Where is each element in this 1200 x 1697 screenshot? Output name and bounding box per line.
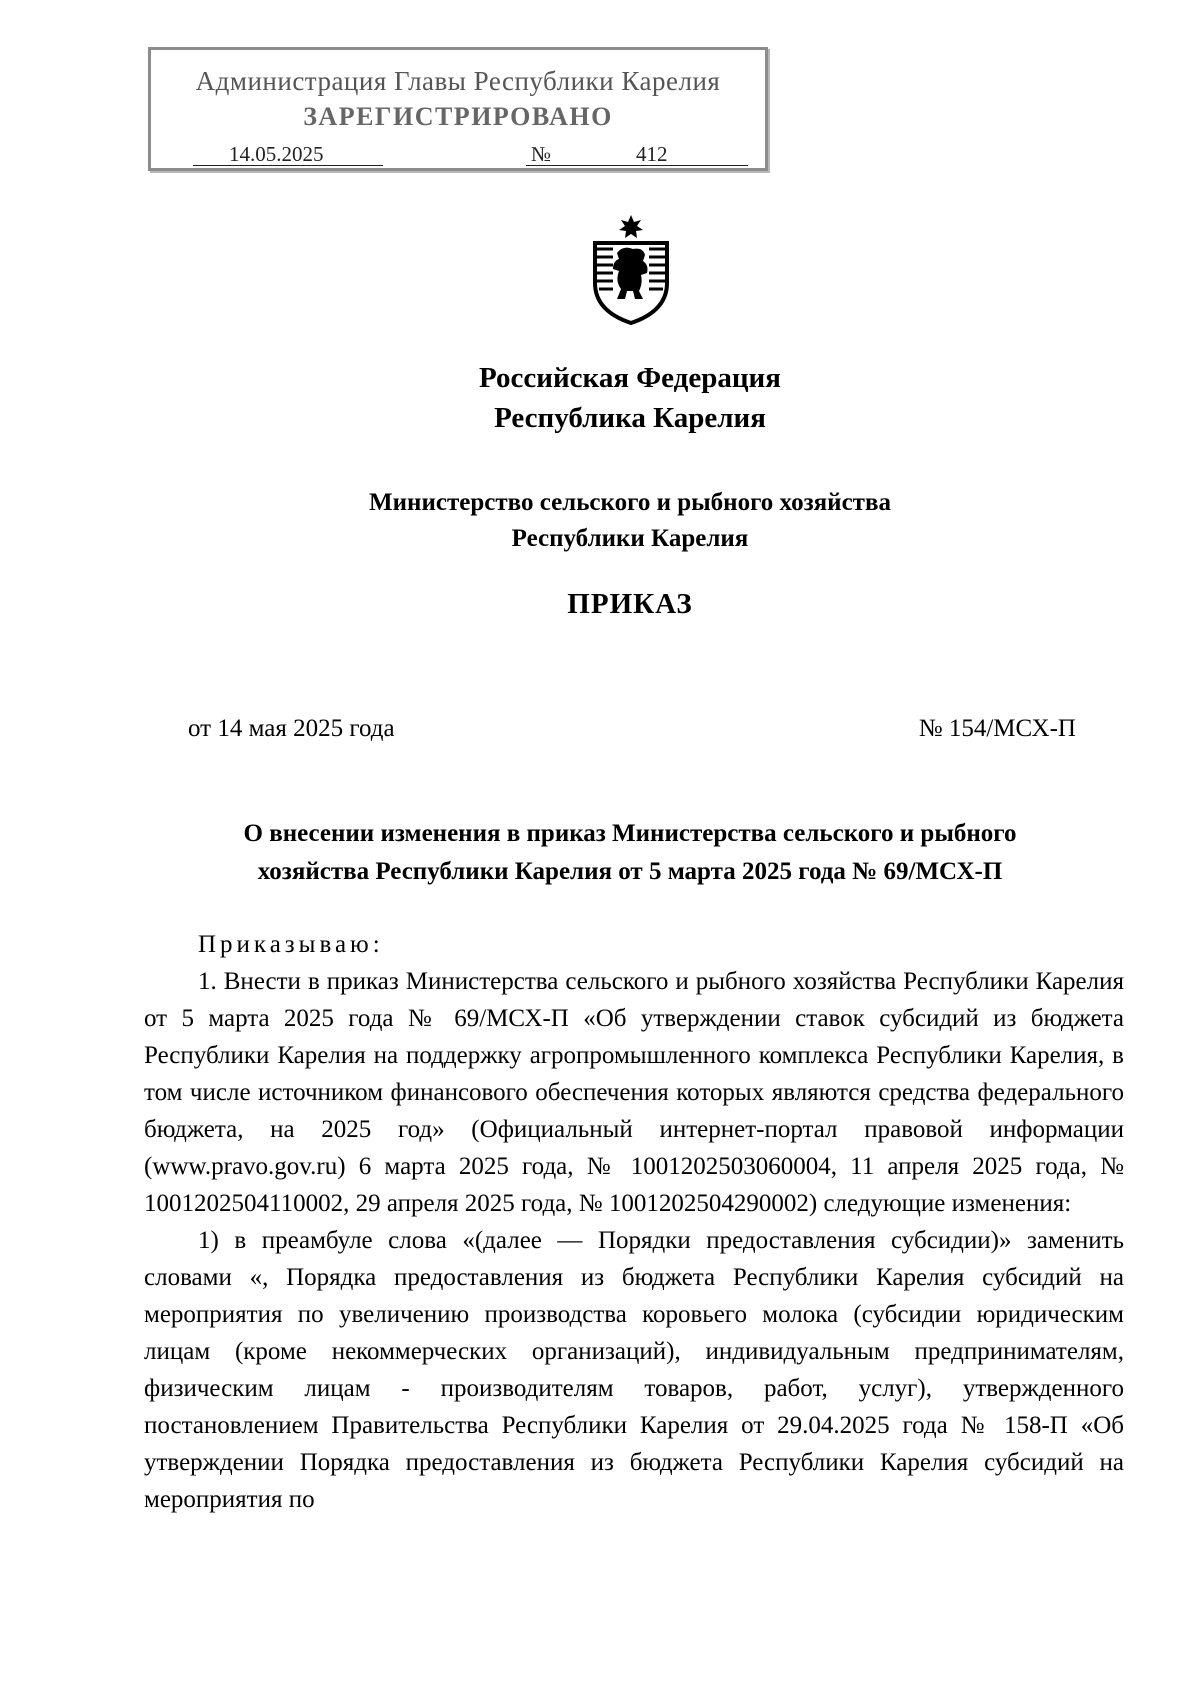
stamp-date: 14.05.2025 xyxy=(193,142,383,166)
karelia-coat-of-arms-icon xyxy=(583,213,679,325)
order-word: Приказываю: xyxy=(198,931,384,958)
stamp-organization: Администрация Главы Республики Карелия xyxy=(195,66,721,96)
header-ministry-line1: Министерство сельского и рыбного хозяйства xyxy=(369,489,891,516)
header-country: Российская Федерация xyxy=(479,362,781,394)
paragraph-1: 1. Внести в приказ Министерства сельского и рыбного хозяйства Республики Карелия от 5 марта 2025 года № 69/МСХ-П «Об утверждении ставок субсидий из бюджета Республики Карелия на поддержку агропромышленного комплекса Республики Карелия, в том числе источником финансового обеспечения которых являются средства федерального бюджета, на 2025 год» (Официальный интернет-портал правовой информации (www.pravo.gov.ru) 6 марта 2025 года, № 1001202503060004, 11 апреля 2025 года, № 1001202504110002, 29 апреля 2025 года, № 1001202504290002) следующие изменения: xyxy=(144,968,1124,1217)
registration-stamp xyxy=(148,47,768,171)
document-subject xyxy=(0,815,1200,891)
paragraph-2: 1) в преамбуле слова «(далее — Порядки предоставления субсидии)» заменить словами «, Порядка предоставления из бюджета Республики Карелия субсидий на мероприятия по увеличению производства коровьего молока (субсидии юридическим лицам (кроме некоммерческих организаций), индивидуальным предпринимателям, физическим лицам - производителям товаров, работ, услуг), утвержденного постановлением Правительства Республики Карелия от 29.04.2025 года № 158-П «Об утверждении Порядка предоставления из бюджета Республики Карелия субсидий на мероприятия по xyxy=(144,1227,1124,1513)
document-meta xyxy=(188,715,1076,743)
stamp-status: ЗАРЕГИСТРИРОВАНО xyxy=(303,102,613,131)
document-type: ПРИКАЗ xyxy=(567,588,693,620)
stamp-number-sign: № xyxy=(531,142,552,166)
document-number: № 154/МСХ-П xyxy=(918,715,1076,742)
header-ministry-line2: Республики Карелия xyxy=(511,525,749,552)
subject-line1: О внесении изменения в приказ Министерства сельского и рыбного xyxy=(243,820,1017,847)
document-date: от 14 мая 2025 года xyxy=(188,715,395,742)
stamp-number: 412 xyxy=(526,142,748,166)
header-region: Республика Карелия xyxy=(494,402,766,434)
subject-line2: хозяйства Республики Карелия от 5 марта 2025 года № 69/МСХ-П xyxy=(257,858,1003,885)
header-ministry-block xyxy=(0,485,1200,557)
header-country-block xyxy=(0,358,1200,438)
document-body xyxy=(144,926,1124,1518)
